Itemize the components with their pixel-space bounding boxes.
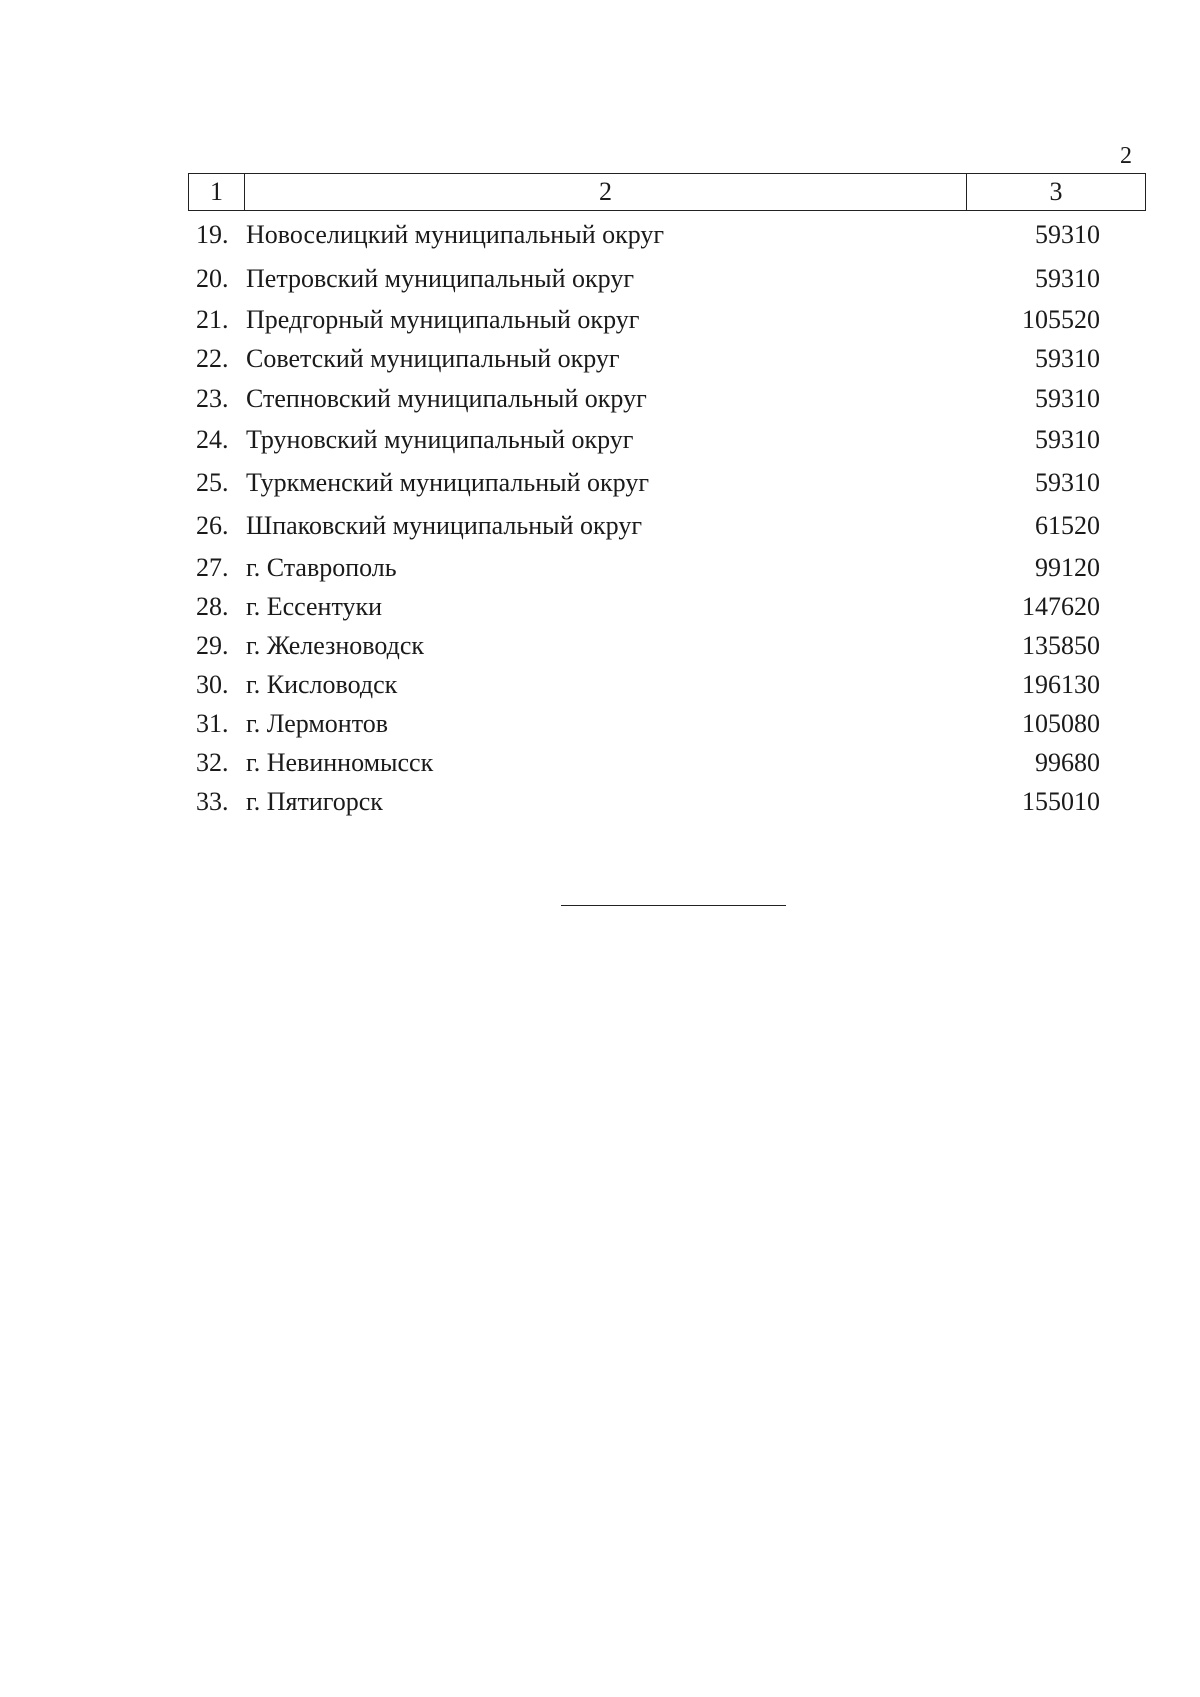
table-row — [0, 303, 1200, 337]
row-value: 61520 — [1035, 511, 1100, 540]
row-name: Новоселицкий муниципальный округ — [246, 220, 665, 249]
row-value: 105520 — [1022, 305, 1100, 334]
header-cell-1: 1 — [189, 174, 245, 210]
row-value: 59310 — [1035, 264, 1100, 293]
table-row — [0, 382, 1200, 416]
table-row — [0, 668, 1200, 702]
row-number: 26. — [196, 511, 229, 540]
table-row — [0, 466, 1200, 500]
page-number: 2 — [1120, 143, 1132, 169]
row-number: 25. — [196, 468, 229, 497]
row-number: 23. — [196, 384, 229, 413]
row-number: 19. — [196, 220, 229, 249]
row-number: 33. — [196, 787, 229, 816]
row-name: Предгорный муниципальный округ — [246, 305, 640, 334]
row-number: 30. — [196, 670, 229, 699]
table-row — [0, 590, 1200, 624]
row-name: Туркменский муниципальный округ — [246, 468, 649, 497]
row-name: Петровский муниципальный округ — [246, 264, 634, 293]
row-name: Труновский муниципальный округ — [246, 425, 634, 454]
row-value: 99680 — [1035, 748, 1100, 777]
row-value: 59310 — [1035, 468, 1100, 497]
row-value: 59310 — [1035, 425, 1100, 454]
row-value: 135850 — [1022, 631, 1100, 660]
header-cell-3: 3 — [1049, 177, 1063, 206]
row-number: 20. — [196, 264, 229, 293]
row-value: 59310 — [1035, 384, 1100, 413]
row-name: г. Пятигорск — [246, 787, 383, 816]
table-row — [0, 423, 1200, 457]
table-row — [0, 785, 1200, 819]
row-name: г. Кисловодск — [246, 670, 398, 699]
row-name: Шпаковский муниципальный округ — [246, 511, 642, 540]
table-header — [188, 173, 1146, 211]
row-name: г. Невинномысск — [246, 748, 434, 777]
header-cell-2: 2 — [245, 174, 967, 210]
table-row — [0, 262, 1200, 296]
row-value: 99120 — [1035, 553, 1100, 582]
row-name: г. Железноводск — [246, 631, 425, 660]
row-number: 32. — [196, 748, 229, 777]
row-number: 28. — [196, 592, 229, 621]
table-row — [0, 342, 1200, 376]
row-number: 24. — [196, 425, 229, 454]
row-number: 21. — [196, 305, 229, 334]
row-value: 105080 — [1022, 709, 1100, 738]
row-number: 29. — [196, 631, 229, 660]
row-value: 59310 — [1035, 344, 1100, 373]
row-name: г. Ессентуки — [246, 592, 383, 621]
row-value: 196130 — [1022, 670, 1100, 699]
table-row — [0, 629, 1200, 663]
row-value: 147620 — [1022, 592, 1100, 621]
end-divider — [561, 905, 786, 906]
row-name: г. Лермонтов — [246, 709, 388, 738]
table-row — [0, 509, 1200, 543]
row-number: 31. — [196, 709, 229, 738]
row-value: 59310 — [1035, 220, 1100, 249]
row-value: 155010 — [1022, 787, 1100, 816]
row-number: 22. — [196, 344, 229, 373]
row-number: 27. — [196, 553, 229, 582]
row-name: Советский муниципальный округ — [246, 344, 620, 373]
row-name: Степновский муниципальный округ — [246, 384, 647, 413]
table-row — [0, 218, 1200, 252]
row-name: г. Ставрополь — [246, 553, 397, 582]
table-row — [0, 746, 1200, 780]
table-row — [0, 551, 1200, 585]
table-row — [0, 707, 1200, 741]
